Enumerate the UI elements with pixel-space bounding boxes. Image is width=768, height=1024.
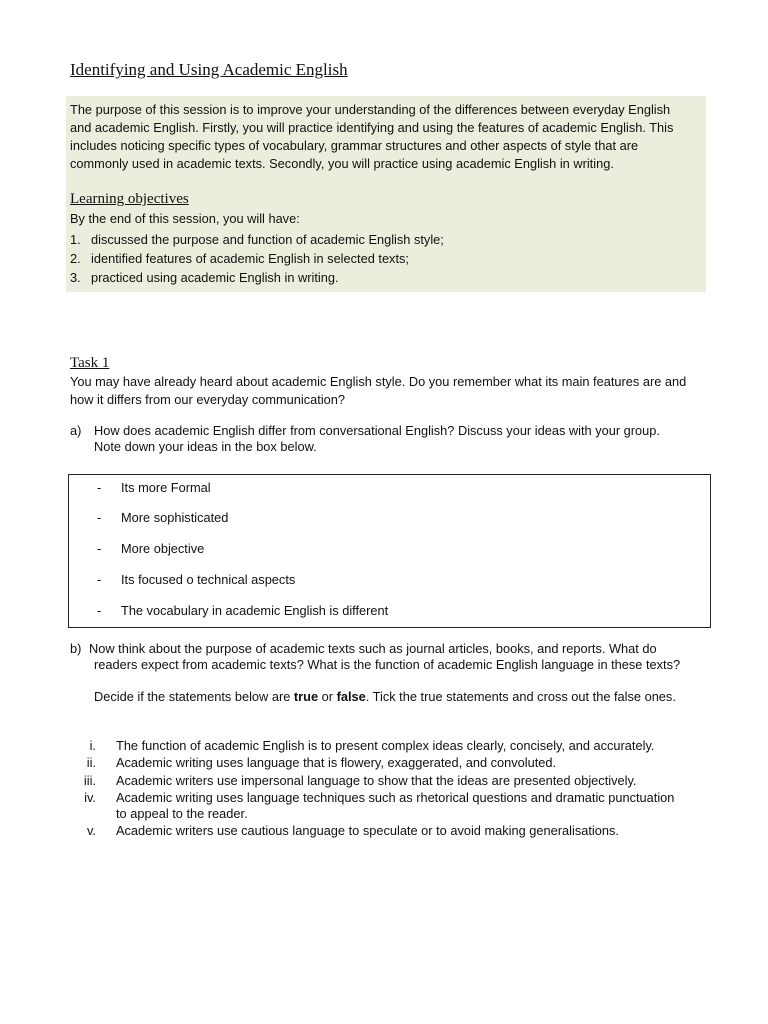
note-text: Its more Formal — [121, 480, 211, 495]
statement-text: Academic writing uses language that is flowery, exaggerated, and convoluted. — [116, 755, 557, 770]
note-dash: - — [97, 480, 102, 495]
question-b-instruction — [94, 689, 676, 704]
intro-line: and academic English. Firstly, you will practice identifying and using the features of academic English. This — [70, 120, 674, 135]
statement-text: Academic writing uses language techniques such as rhetorical questions and dramatic punctuation — [116, 790, 675, 805]
objective-text: identified features of academic English in selected texts; — [91, 251, 409, 266]
instruction-false: false — [336, 689, 366, 704]
note-dash: - — [97, 510, 102, 525]
page-title: Identifying and Using Academic English — [70, 60, 348, 79]
note-text: More objective — [121, 541, 205, 556]
statement-item — [83, 773, 637, 788]
intro-paragraph — [70, 101, 710, 173]
answer-note — [97, 603, 388, 618]
objective-text: discussed the purpose and function of academic English style; — [91, 232, 444, 247]
answer-note — [97, 572, 295, 587]
objective-item — [70, 270, 339, 285]
answer-note — [97, 480, 211, 495]
objective-number: 1. — [70, 232, 81, 247]
statement-item — [89, 738, 655, 753]
task-intro — [70, 373, 710, 409]
question-b-label: b) — [70, 641, 82, 656]
intro-line: The purpose of this session is to improve your understanding of the differences between everyday English — [70, 102, 671, 117]
note-text: Its focused o technical aspects — [121, 572, 296, 587]
note-text: More sophisticated — [121, 510, 229, 525]
statement-item — [86, 823, 619, 838]
objectives-intro: By the end of this session, you will have: — [70, 211, 300, 226]
objective-number: 3. — [70, 270, 81, 285]
note-text: The vocabulary in academic English is different — [121, 603, 389, 618]
statement-number: ii. — [86, 755, 96, 770]
statement-number: v. — [86, 823, 96, 838]
intro-line: includes noticing specific types of vocabulary, grammar structures and other aspects of style that are — [70, 138, 639, 153]
statement-item — [84, 790, 675, 805]
objective-number: 2. — [70, 251, 81, 266]
question-b-line: readers expect from academic texts? What is the function of academic English language in these texts? — [94, 657, 681, 672]
instruction-true: true — [293, 689, 319, 704]
objective-item — [70, 251, 409, 266]
answer-note — [97, 541, 204, 556]
instruction-text: Decide if the statements below are — [94, 689, 294, 704]
statement-text: to appeal to the reader. — [116, 806, 248, 821]
statement-text: Academic writers use cautious language to speculate or to avoid making generalisations. — [116, 823, 619, 838]
task-heading: Task 1 — [70, 355, 110, 371]
question-a-label: a) — [70, 423, 82, 438]
instruction-text: . Tick the true statements and cross out the false ones. — [365, 689, 676, 704]
objective-item — [70, 232, 444, 247]
question-a-line: Note down your ideas in the box below. — [94, 439, 317, 454]
statement-number: iii. — [83, 773, 96, 788]
note-dash: - — [97, 541, 102, 556]
objectives-heading: Learning objectives — [70, 191, 189, 207]
objective-text: practiced using academic English in writing. — [91, 270, 339, 285]
statement-number: i. — [89, 738, 96, 753]
question-a-line: How does academic English differ from conversational English? Discuss your ideas with your group. — [94, 423, 660, 438]
statement-text: Academic writers use impersonal language to show that the ideas are presented objectively. — [116, 773, 637, 788]
statement-item — [86, 755, 557, 770]
statement-text: The function of academic English is to present complex ideas clearly, concisely, and accurately. — [116, 738, 655, 753]
statement-continuation — [116, 806, 248, 821]
note-dash: - — [97, 572, 102, 587]
answer-note — [97, 510, 228, 525]
statement-number: iv. — [84, 790, 96, 805]
task-intro-line: how it differs from our everyday communication? — [70, 392, 346, 407]
task-intro-line: You may have already heard about academic English style. Do you remember what its main features are and — [70, 374, 687, 389]
question-b-line: Now think about the purpose of academic texts such as journal articles, books, and reports. What do — [89, 641, 657, 656]
instruction-text: or — [318, 689, 337, 704]
note-dash: - — [97, 603, 102, 618]
intro-line: commonly used in academic texts. Secondly, you will practice using academic English in writing. — [70, 156, 614, 171]
